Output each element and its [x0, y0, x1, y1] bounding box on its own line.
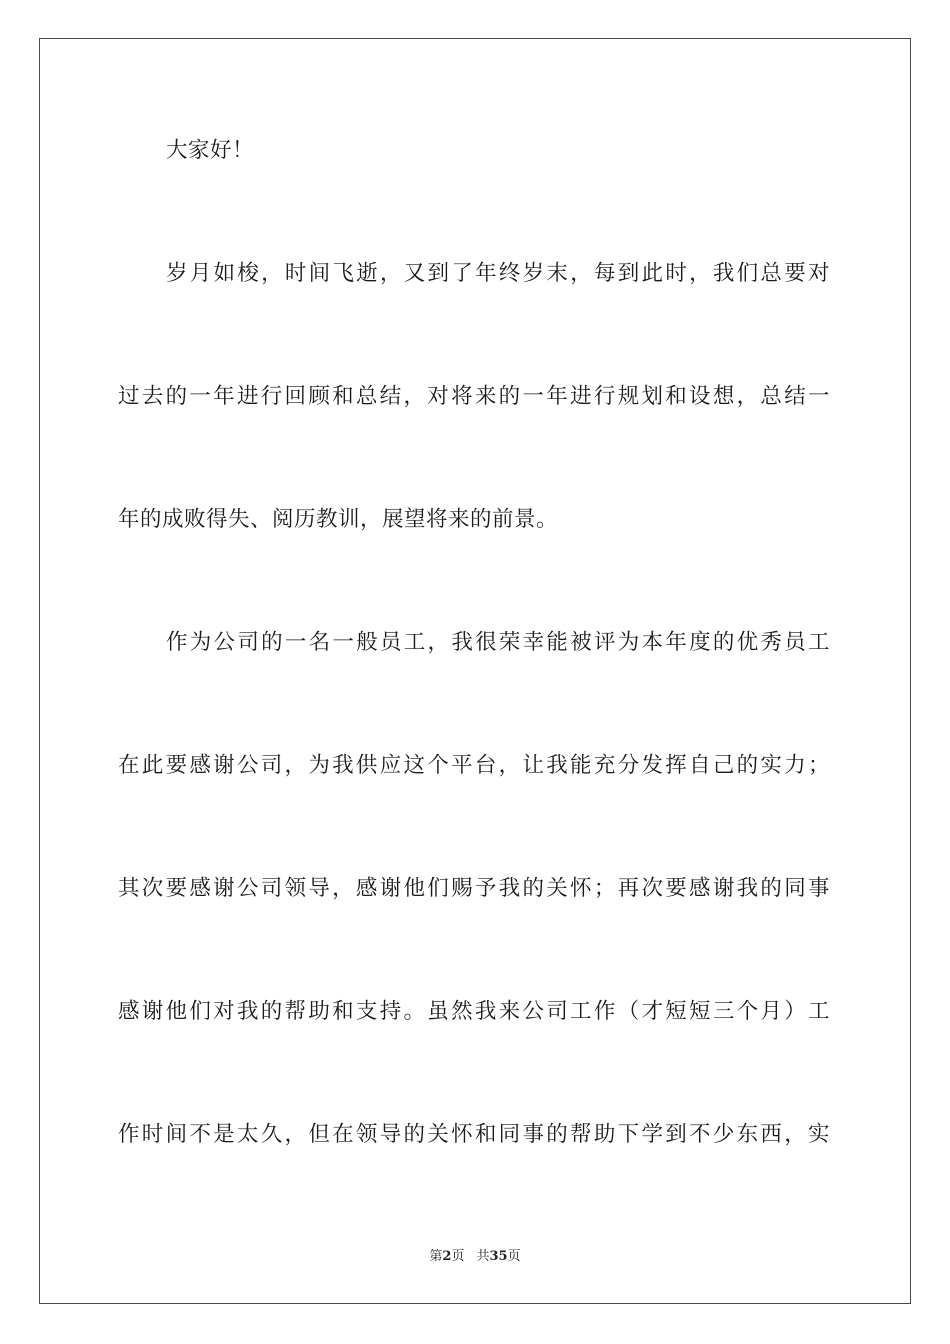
paragraph-line: 其次要感谢公司领导，感谢他们赐予我的关怀；再次要感谢我的同事	[118, 876, 830, 901]
page-footer	[0, 1248, 950, 1266]
paragraph-line: 在此要感谢公司，为我供应这个平台，让我能充分发挥自己的实力；	[118, 753, 830, 778]
paragraph-line: 年的成败得失、阅历教训，展望将来的前景。	[118, 507, 559, 532]
total-prefix: 共	[476, 1249, 490, 1264]
page-suffix: 页	[451, 1249, 465, 1264]
total-suffix: 页	[507, 1249, 521, 1264]
paragraph-line: 作为公司的一名一般员工，我很荣幸能被评为本年度的优秀员工	[166, 630, 830, 655]
page-number: 2	[442, 1249, 452, 1264]
greeting-line: 大家好！	[166, 138, 255, 163]
total-pages: 35	[489, 1249, 508, 1264]
paragraph-line: 过去的一年进行回顾和总结，对将来的一年进行规划和设想，总结一	[118, 384, 830, 409]
page-prefix: 第	[429, 1249, 443, 1264]
paragraph-line: 作时间不是太久，但在领导的关怀和同事的帮助下学到不少东西，实	[118, 1122, 830, 1147]
paragraph-line: 岁月如梭，时间飞逝，又到了年终岁末，每到此时，我们总要对	[166, 261, 830, 286]
paragraph-line: 感谢他们对我的帮助和支持。虽然我来公司工作（才短短三个月）工	[118, 999, 830, 1024]
page-frame	[39, 38, 911, 1304]
